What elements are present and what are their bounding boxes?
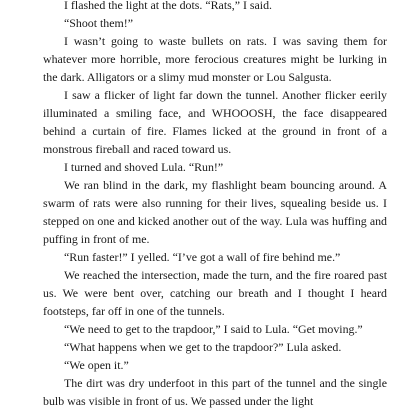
paragraph: I turned and shoved Lula. “Run!”	[64, 160, 224, 174]
paragraph: I wasn’t going to waste bullets on rats. I was saving them for whatever more horrible, more ferocious creatures might be lurking in the dark. Alligators or a slimy mud monster or Lou Salgusta.	[43, 34, 387, 84]
paragraph: “We need to get to the trapdoor,” I said to Lula. “Get moving.”	[64, 322, 363, 336]
paragraph: “Run faster!” I yelled. “I’ve got a wall of fire behind me.”	[64, 250, 341, 264]
paragraph: I flashed the light at the dots. “Rats,” I said.	[64, 0, 273, 12]
paragraph: “Shoot them!”	[64, 16, 134, 30]
paragraph: “We open it.”	[64, 358, 129, 372]
paragraph: The dirt was dry underfoot in this part of the tunnel and the single bulb was visible in front of us. We passed under the light	[43, 376, 387, 408]
body-text	[43, 0, 387, 410]
paragraph: “What happens when we get to the trapdoor?” Lula asked.	[64, 340, 342, 354]
paragraph: We reached the intersection, made the turn, and the fire roared past us. We were bent over, catching our breath and I thought I heard footsteps, far off in one of the tunnels.	[43, 268, 387, 318]
paragraph: We ran blind in the dark, my flashlight beam bouncing around. A swarm of rats were also running for their lives, squealing beside us. I stepped on one and kicked another out of the way. Lula was huffing and puffing in front of me.	[43, 178, 387, 246]
paragraph: I saw a flicker of light far down the tunnel. Another flicker eerily illuminated a smiling face, and WHOOOSH, the face disappeared behind a curtain of fire. Flames licked at the ground in front of a monstrous fireball and raced toward us.	[43, 88, 387, 156]
